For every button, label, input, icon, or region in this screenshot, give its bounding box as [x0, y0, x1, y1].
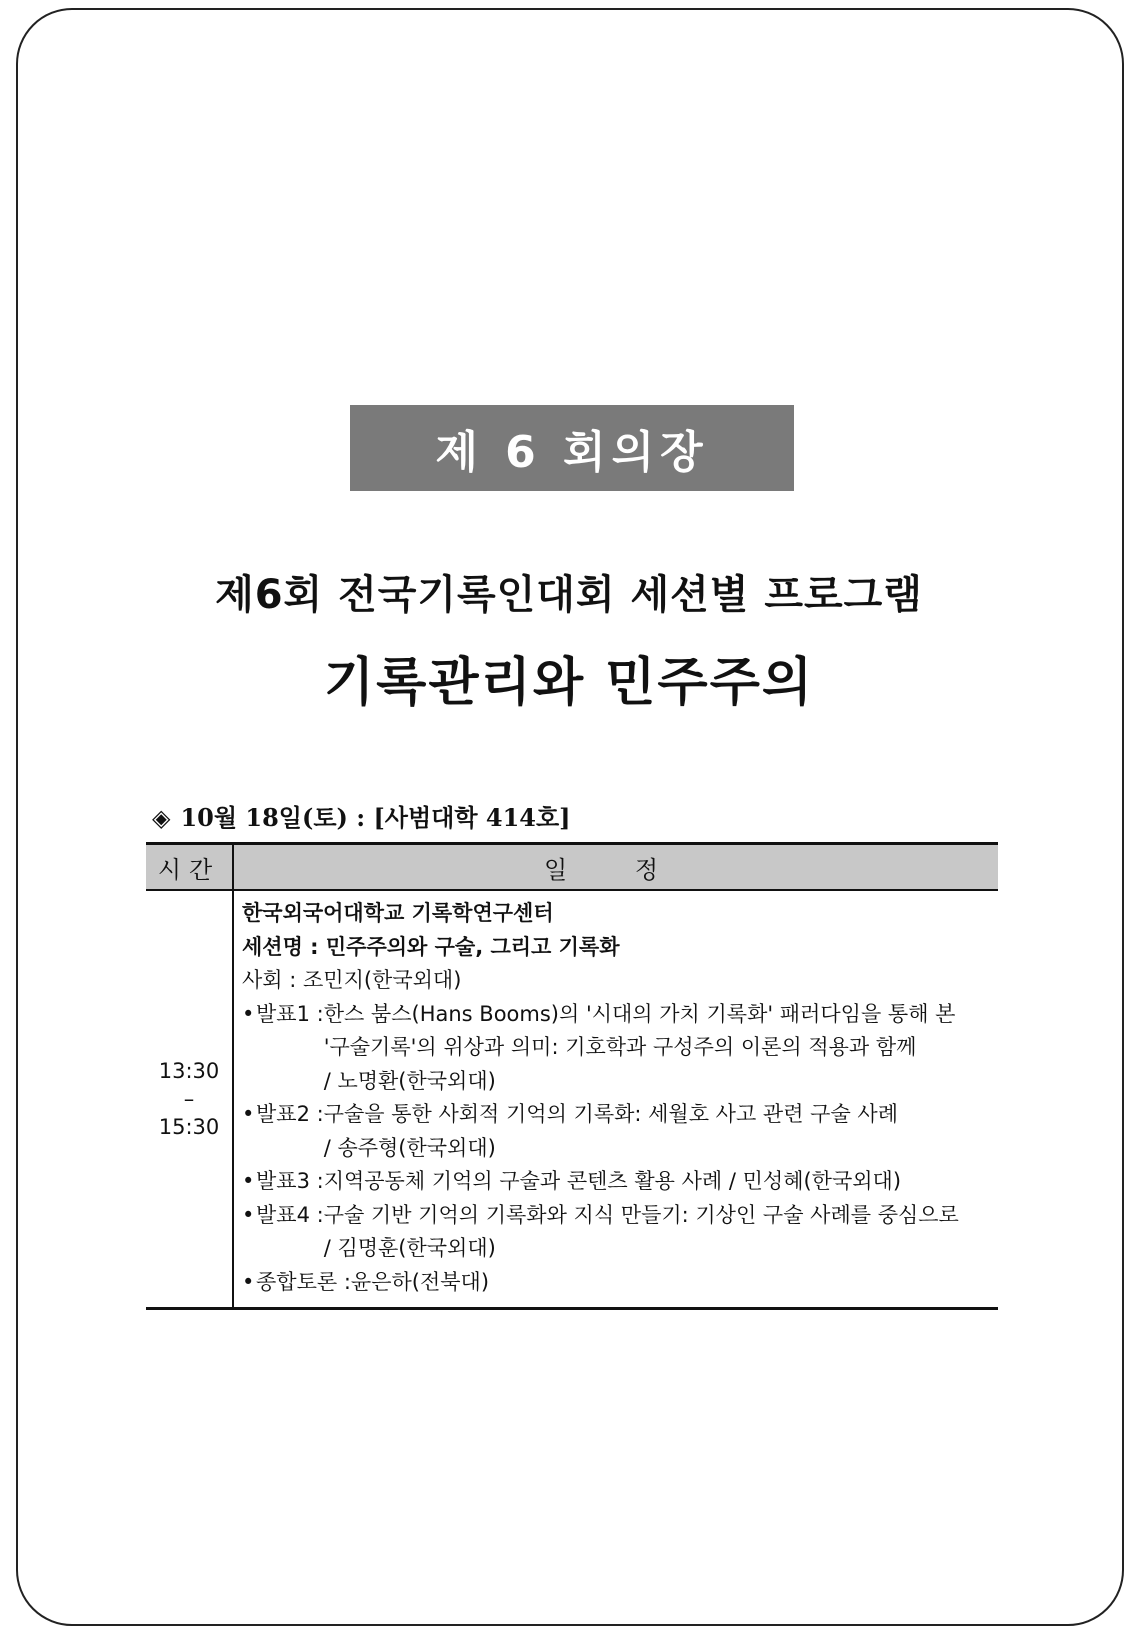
item-text [351, 1266, 998, 1300]
header-time: 시간 [146, 845, 234, 889]
item-line: '구술기록'의 위상과 의미: 기호학과 구성주의 이론의 적용과 함께 [323, 1035, 917, 1059]
item-line: / 송주형(한국외대) [323, 1135, 496, 1160]
bullet: • [242, 1169, 255, 1193]
item-label: 발표2 : [256, 1102, 324, 1126]
list-item [242, 1098, 998, 1165]
item-line: 지역공동체 기억의 구술과 콘텐츠 활용 사례 / 민성혜(한국외대) [323, 1169, 902, 1193]
item-line: 한스 붐스(Hans Booms)의 '시대의 가치 기록화' 패러다임을 통해 본 [323, 1001, 956, 1026]
item-line: 구술을 통한 사회적 기억의 기록화: 세월호 사고 관련 구술 사례 [323, 1102, 898, 1126]
item-text [324, 1165, 998, 1199]
list-item [242, 998, 998, 1099]
time-dash: – [183, 1087, 195, 1111]
list-item [242, 1165, 998, 1199]
schedule-table [146, 842, 998, 1310]
item-label: 종합토론 : [256, 1269, 351, 1294]
bullet: • [242, 1001, 255, 1026]
item-text [324, 1199, 998, 1266]
session-title: 기록관리와 민주주의 [323, 653, 815, 713]
list-item [242, 1199, 998, 1266]
item-label: 발표1 : [256, 1001, 324, 1026]
moderator: 사회 : 조민지(한국외대) [242, 968, 462, 992]
header-agenda: 일 정 [544, 855, 688, 884]
schedule-header-row [146, 845, 998, 891]
date-line [152, 798, 571, 833]
time-start: 13:30 [158, 1059, 220, 1083]
item-line: 구술 기반 기억의 기록화와 지식 만들기: 기상인 구술 사례를 중심으로 [323, 1202, 959, 1227]
agenda-cell [234, 891, 998, 1307]
time-end: 15:30 [158, 1115, 220, 1139]
session-name: 세션명 : 민주주의와 구술, 그리고 기록화 [242, 934, 620, 959]
list-item [242, 1266, 998, 1300]
program-title: 제6회 전국기록인대회 세션별 프로그램 [215, 572, 923, 618]
bullet: • [242, 1102, 255, 1126]
item-label: 발표3 : [256, 1169, 324, 1193]
time-cell [146, 891, 234, 1307]
room-banner: 제 6 회의장 [350, 405, 794, 491]
item-text [324, 998, 998, 1099]
bullet: • [242, 1202, 255, 1227]
item-label: 발표4 : [256, 1202, 324, 1227]
schedule-body-row [146, 891, 998, 1307]
date-text: 10월 18일(토) : [사범대학 414호] [180, 803, 571, 832]
item-line: / 노명환(한국외대) [323, 1068, 496, 1093]
diamond-icon: ◈ [152, 803, 171, 832]
item-text [324, 1098, 998, 1165]
host-org: 한국외국어대학교 기록학연구센터 [242, 901, 554, 925]
item-line: / 김명훈(한국외대) [323, 1236, 496, 1260]
bullet: • [242, 1269, 255, 1294]
item-line: 윤은하(전북대) [350, 1269, 490, 1294]
